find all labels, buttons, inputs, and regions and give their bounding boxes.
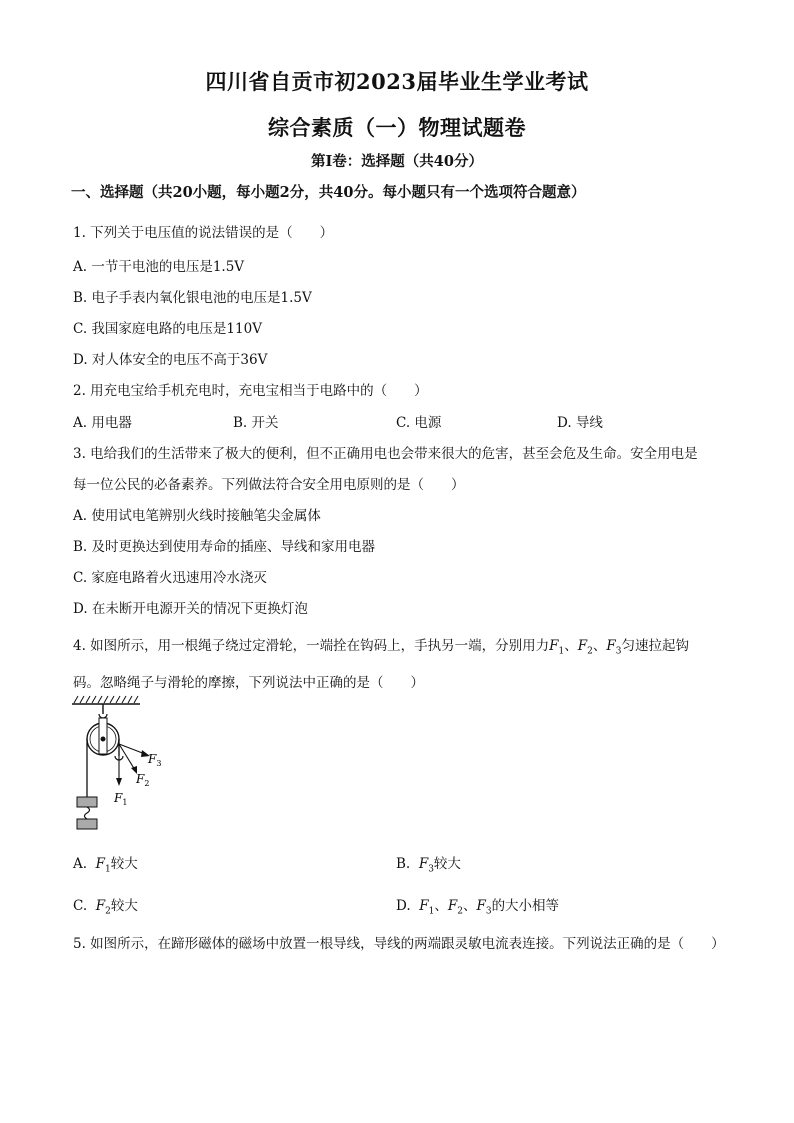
- q4-stem-text-b: 匀速拉起钩: [621, 638, 689, 654]
- pulley-figure: [68, 694, 178, 839]
- label-f1: $F_1$: [114, 791, 128, 807]
- question-4-stem-line2: 码。忽略绳子与滑轮的摩擦，下列说法中正确的是（ ）: [73, 675, 424, 691]
- label-f2: $F_2$: [136, 772, 150, 788]
- question-1-option-a: A. 一节干电池的电压是1.5V: [73, 259, 245, 275]
- question-2-option-d: D. 导线: [557, 415, 603, 431]
- label-f3: $F_3$: [148, 752, 162, 768]
- question-4-option-c: C. $F_2$较大: [73, 898, 138, 917]
- force-f1: $F_1$: [549, 638, 565, 657]
- question-3-stem-line1: 3. 电给我们的生活带来了极大的便利，但不正确用电也会带来很大的危害，甚至会危及生命。安全用电是: [73, 446, 698, 462]
- hook-weight-1: [77, 797, 97, 807]
- question-4-stem-line1: 4. 如图所示，用一根绳子绕过定滑轮，一端拴在钩码上，手执另一端，分别用力$F_1$、$F_2$、$F_3$匀速拉起钩: [73, 638, 689, 657]
- force-f2: $F_2$: [577, 638, 593, 657]
- question-4-option-d: D. $F_1$、$F_2$、$F_3$的大小相等: [396, 898, 560, 917]
- question-1-option-b: B. 电子手表内氧化银电池的电压是1.5V: [73, 290, 312, 306]
- question-3-option-b: B. 及时更换达到使用寿命的插座、导线和家用电器: [73, 539, 376, 555]
- question-2-option-b: B. 开关: [233, 415, 279, 431]
- exam-title: 四川省自贡市初2023届毕业生学业考试: [205, 69, 589, 94]
- question-4-option-a: A. $F_1$较大: [73, 856, 138, 875]
- pulley-axle: [101, 737, 106, 742]
- question-1-option-c: C. 我国家庭电路的电压是110V: [73, 321, 262, 337]
- exam-subtitle: 综合素质（一）物理试题卷: [268, 115, 526, 140]
- question-4-option-b: B. $F_3$较大: [396, 856, 461, 875]
- q4-stem-text-a: 4. 如图所示，用一根绳子绕过定滑轮，一端拴在钩码上，手执另一端，分别用力: [73, 638, 550, 654]
- arrow-f3: [119, 744, 145, 754]
- ceiling-hatch: [74, 696, 138, 703]
- question-3-stem-line2: 每一位公民的必备素养。下列做法符合安全用电原则的是（ ）: [73, 477, 465, 493]
- arrow-f2: [119, 744, 135, 770]
- pulley-frame: [99, 718, 107, 754]
- hook-weight-2: [77, 819, 97, 829]
- part-title: 第I卷：选择题（共40分）: [311, 153, 483, 170]
- force-f3: $F_3$: [606, 638, 622, 657]
- question-3-option-c: C. 家庭电路着火迅速用冷水浇灭: [73, 570, 267, 586]
- question-2-stem: 2. 用充电宝给手机充电时，充电宝相当于电路中的（ ）: [73, 383, 428, 399]
- question-5-stem: 5. 如图所示，在蹄形磁体的磁场中放置一根导线，导线的两端跟灵敏电流表连接。下列说法正确的是（ ）: [73, 936, 725, 952]
- question-2-option-c: C. 电源: [396, 415, 442, 431]
- question-1-option-d: D. 对人体安全的电压不高于36V: [73, 352, 268, 368]
- question-1-stem: 1. 下列关于电压值的说法错误的是（ ）: [73, 225, 334, 241]
- section-heading: 一、选择题（共20小题，每小题2分，共40分。每小题只有一个选项符合题意）: [71, 184, 586, 201]
- question-2-option-a: A. 用电器: [73, 415, 132, 431]
- question-3-option-d: D. 在未断开电源开关的情况下更换灯泡: [73, 601, 308, 617]
- question-3-option-a: A. 使用试电笔辨别火线时接触笔尖金属体: [73, 508, 321, 524]
